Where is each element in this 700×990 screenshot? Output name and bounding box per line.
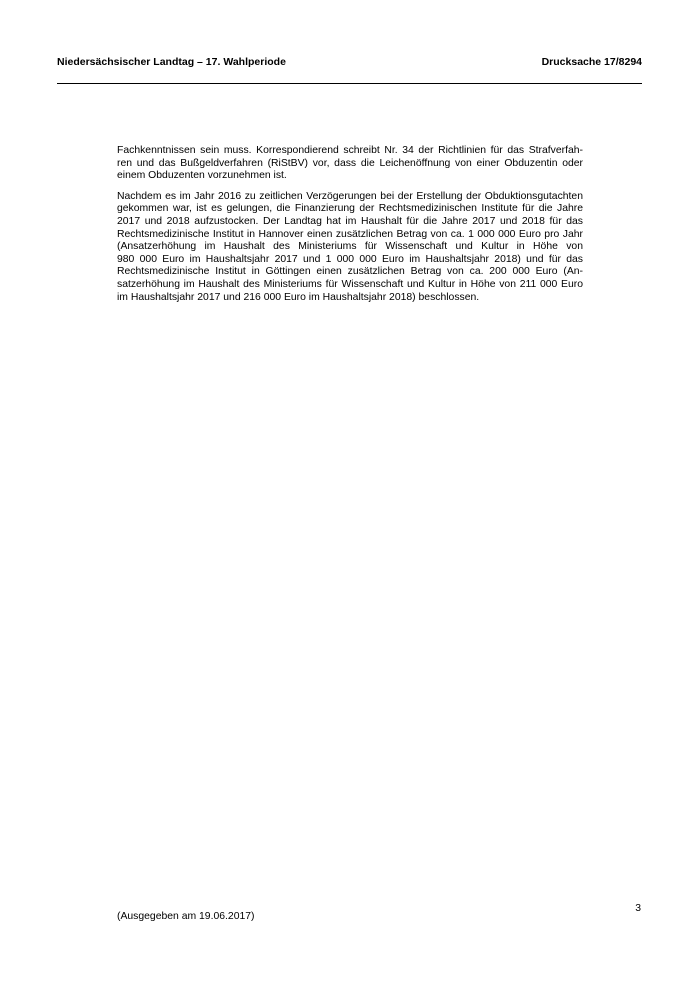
text-line: Nachdem es im Jahr 2016 zu zeitlichen Verzögerungen bei der Erstellung der Obduktionsgutachten bbox=[117, 190, 583, 202]
paragraph bbox=[117, 145, 583, 183]
body-text bbox=[117, 145, 583, 312]
text-line: Rechtsmedizinische Institut in Göttingen einen zusätzlichen Betrag von ca. 200 000 Euro (An- bbox=[117, 266, 583, 278]
text-line: 980 000 Euro im Haushaltsjahr 2017 und 1 000 000 Euro im Haushaltsjahr 2018) und für das bbox=[117, 253, 583, 265]
text-line: einem Obduzenten vorzunehmen ist. bbox=[117, 170, 287, 182]
issue-date: (Ausgegeben am 19.06.2017) bbox=[117, 911, 255, 922]
text-line: Rechtsmedizinische Institut in Hannover einen zusätzlichen Betrag von ca. 1 000 000 Euro pro Jahr bbox=[117, 228, 583, 240]
text-line: 2017 und 2018 aufzustocken. Der Landtag hat im Haushalt für die Jahre 2017 und 2018 für das bbox=[117, 215, 583, 227]
text-line: ren und das Bußgeldverfahren (RiStBV) vor, dass die Leichenöffnung von einer Obduzentin oder bbox=[117, 157, 583, 169]
header-parliament-title: Niedersächsischer Landtag – 17. Wahlperiode bbox=[57, 56, 286, 68]
text-line: satzerhöhung im Haushalt des Ministeriums für Wissenschaft und Kultur in Höhe von 211 000 Euro bbox=[117, 278, 583, 290]
paragraph bbox=[117, 191, 583, 304]
text-line: (Ansatzerhöhung im Haushalt des Ministeriums für Wissenschaft und Kultur in Höhe von bbox=[117, 241, 583, 253]
text-line: gekommen war, ist es gelungen, die Finanzierung der Rechtsmedizinischen Institute für die Jahre bbox=[117, 203, 583, 215]
text-line: im Haushaltsjahr 2017 und 216 000 Euro im Haushaltsjahr 2018) beschlossen. bbox=[117, 291, 480, 303]
header-divider bbox=[57, 83, 642, 84]
page-number: 3 bbox=[635, 903, 641, 914]
text-line: Fachkenntnissen sein muss. Korrespondierend schreibt Nr. 34 der Richtlinien für das Strafverfah- bbox=[117, 145, 583, 156]
header-document-number: Drucksache 17/8294 bbox=[541, 56, 642, 68]
